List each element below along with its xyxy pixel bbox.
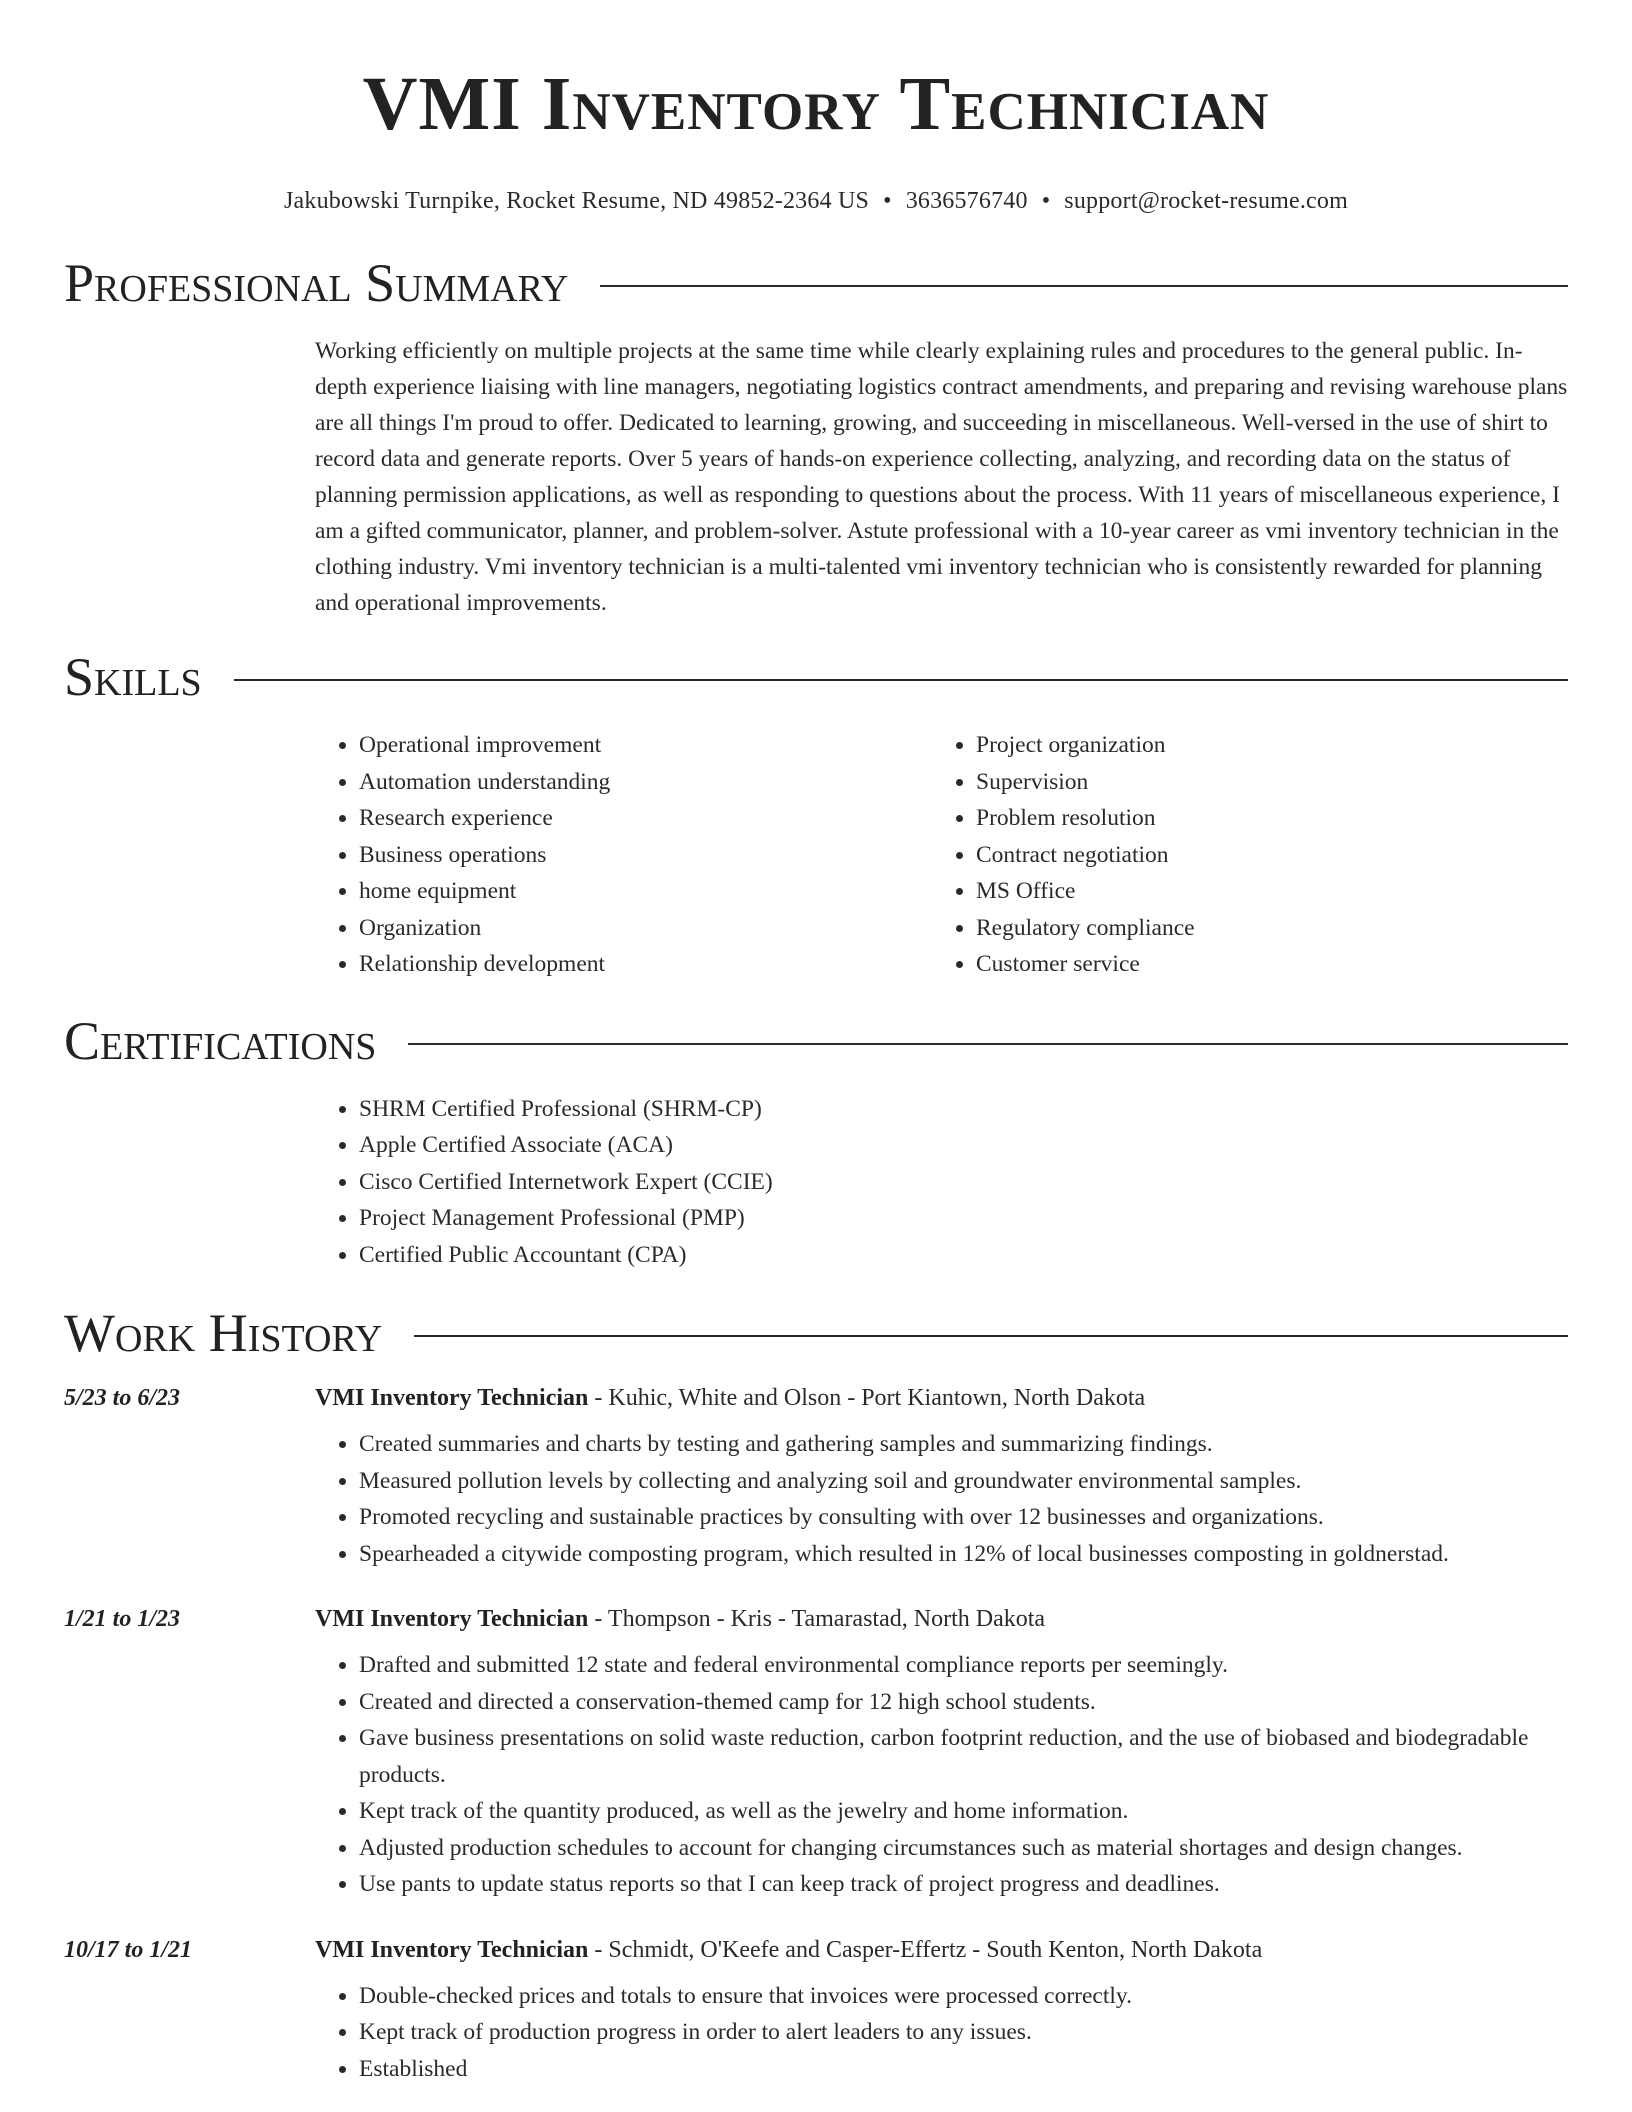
skill-item: • Operational improvement	[359, 727, 932, 764]
skills-column-right	[932, 727, 1549, 983]
resume-name: VMI Inventory Technician	[362, 62, 1270, 146]
contact-phone: 3636576740	[905, 188, 1028, 214]
skill-item: • Automation understanding	[359, 764, 932, 801]
skill-item: • Supervision	[976, 764, 1549, 801]
job-header-row	[64, 1606, 1568, 1633]
skills-section-title: Skills	[64, 647, 202, 707]
contact-line	[64, 188, 1568, 215]
job-title: VMI Inventory Technician	[315, 1936, 589, 1963]
job-bullets	[315, 1978, 1568, 2088]
job-bullet: • Kept track of production progress in order to alert leaders to any issues.	[359, 2014, 1568, 2051]
skill-item: • Contract negotiation	[976, 837, 1549, 874]
job-employer-location: - Kuhic, White and Olson - Port Kiantown, North Dakota	[588, 1385, 1146, 1411]
skill-item: • home equipment	[359, 873, 932, 910]
job-header-row	[64, 1937, 1568, 1964]
job-entry	[64, 1385, 1568, 1572]
job-bullet: • Gave business presentations on solid waste reduction, carbon footprint reduction, and the use of biobased and biodegradable products.	[359, 1720, 1568, 1793]
certification-item: • Project Management Professional (PMP)	[359, 1200, 1568, 1237]
job-bullet: • Created summaries and charts by testing and gathering samples and summarizing findings.	[359, 1426, 1568, 1463]
job-bullet: • Adjusted production schedules to account for changing circumstances such as material shortages and design changes.	[359, 1830, 1568, 1867]
job-title: VMI Inventory Technician	[315, 1606, 589, 1632]
job-dates: 1/21 to 1/23	[64, 1606, 181, 1632]
job-bullet: • Use pants to update status reports so that I can keep track of project progress and deadlines.	[359, 1866, 1568, 1903]
certifications-list	[315, 1091, 1568, 1274]
job-bullet: • Double-checked prices and totals to ensure that invoices were processed correctly.	[359, 1978, 1568, 2015]
job-bullets	[315, 1647, 1568, 1903]
section-divider	[408, 1043, 1568, 1045]
certification-item: • Cisco Certified Internetwork Expert (CCIE)	[359, 1164, 1568, 1201]
job-header-row	[64, 1385, 1568, 1412]
skill-item: • Customer service	[976, 946, 1549, 983]
work-section-title: Work History	[64, 1303, 383, 1363]
job-dates: 5/23 to 6/23	[64, 1385, 181, 1411]
section-divider	[234, 679, 1568, 681]
job-entry	[64, 1937, 1568, 2088]
contact-separator: •	[883, 188, 892, 214]
job-employer-location: - Schmidt, O'Keefe and Casper-Effertz - South Kenton, North Dakota	[588, 1936, 1263, 1963]
job-bullet: • Established	[359, 2051, 1568, 2088]
job-title: VMI Inventory Technician	[315, 1385, 589, 1411]
summary-text: Working efficiently on multiple projects at the same time while clearly explaining rules and procedures to the general public. In-depth experience liaising with line managers, negotiating logistics contract amendments, and preparing and revising warehouse plans are all things I'm proud to offer. Dedicated to learning, growing, and succeeding in miscellaneous. Well-versed in the use of shirt to record data and generate reports. Over 5 years of hands-on experience collecting, analyzing, and recording data on the status of planning permission applications, as well as responding to questions about the process. With 11 years of miscellaneous experience, I am a gifted communicator, planner, and problem-solver. Astute professional with a 10-year career as vmi inventory technician in the clothing industry. Vmi inventory technician is a multi-talented vmi inventory technician who is consistently rewarded for planning and operational improvements.	[315, 338, 1568, 616]
work-section-header	[64, 1303, 1568, 1363]
certifications-section-title: Certifications	[64, 1010, 377, 1071]
contact-separator: •	[1041, 188, 1051, 214]
job-bullets	[315, 1426, 1568, 1572]
section-divider	[600, 285, 1568, 287]
contact-email: support@rocket-resume.com	[1064, 188, 1348, 214]
skill-item: • Research experience	[359, 800, 932, 837]
skills-section-header	[64, 647, 1568, 707]
job-bullet: • Spearheaded a citywide composting program, which resulted in 12% of local businesses composting in goldnerstad.	[359, 1536, 1568, 1573]
job-bullet: • Promoted recycling and sustainable practices by consulting with over 12 businesses and organizations.	[359, 1499, 1568, 1536]
contact-address: Jakubowski Turnpike, Rocket Resume, ND 49852-2364 US	[284, 188, 870, 214]
summary-section-header	[64, 253, 1568, 313]
skill-item: • Relationship development	[359, 946, 932, 983]
skill-item: • Business operations	[359, 837, 932, 874]
skills-list	[315, 727, 1568, 983]
certifications-section-header	[64, 1011, 1568, 1071]
certification-item: • Certified Public Accountant (CPA)	[359, 1237, 1568, 1274]
skill-item: • Problem resolution	[976, 800, 1549, 837]
certification-item: • SHRM Certified Professional (SHRM-CP)	[359, 1091, 1568, 1128]
skill-item: • Organization	[359, 910, 932, 947]
job-bullet: • Drafted and submitted 12 state and federal environmental compliance reports per seemingly.	[359, 1647, 1568, 1684]
job-employer-location: - Thompson - Kris - Tamarastad, North Dakota	[588, 1606, 1046, 1632]
skill-item: • MS Office	[976, 873, 1549, 910]
summary-section-title: Professional Summary	[64, 253, 569, 313]
certification-item: • Apple Certified Associate (ACA)	[359, 1127, 1568, 1164]
job-entry	[64, 1606, 1568, 1903]
job-bullet: • Created and directed a conservation-themed camp for 12 high school students.	[359, 1684, 1568, 1721]
work-history-list	[64, 1385, 1568, 2087]
skills-column-left	[315, 727, 932, 983]
job-dates: 10/17 to 1/21	[64, 1936, 193, 1963]
skill-item: • Regulatory compliance	[976, 910, 1549, 947]
job-heading	[315, 1606, 1045, 1633]
section-divider	[414, 1335, 1568, 1337]
job-heading	[315, 1385, 1145, 1412]
job-heading	[315, 1937, 1262, 1964]
job-bullet: • Kept track of the quantity produced, as well as the jewelry and home information.	[359, 1793, 1568, 1830]
skill-item: • Project organization	[976, 727, 1549, 764]
job-bullet: • Measured pollution levels by collecting and analyzing soil and groundwater environmental samples.	[359, 1463, 1568, 1500]
